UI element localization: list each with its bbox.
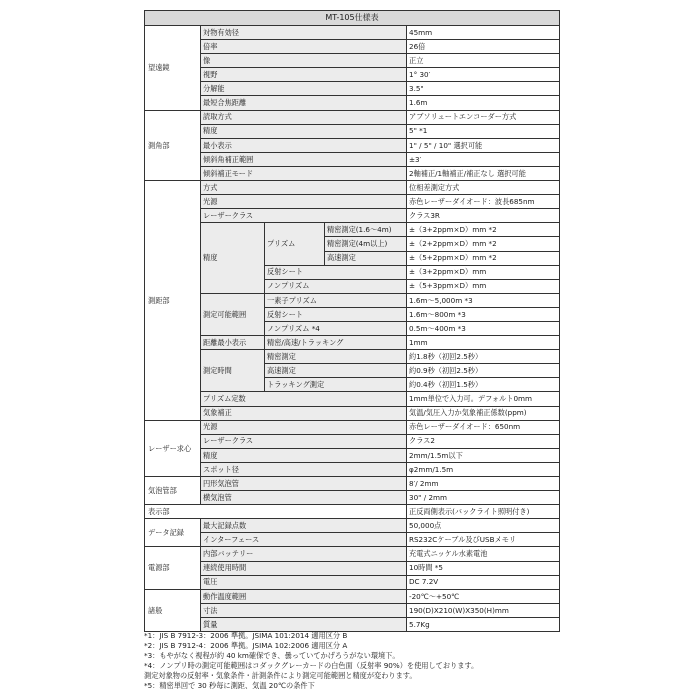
label-tilt-mode: 傾斜補正モード	[201, 166, 407, 180]
value-continuous-use: 10時間 *5	[407, 561, 560, 575]
label-time-precise: 精密測定	[265, 350, 407, 364]
value-plummet-class: クラス2	[407, 434, 560, 448]
label-resolution: 分解能	[201, 82, 407, 96]
value-tilt-mode: 2軸補正/1軸補正/補正なし 選択可能	[407, 166, 560, 180]
category-power: 電源部	[145, 547, 201, 589]
value-plate-bubble: 30" / 2mm	[407, 491, 560, 505]
value-angle-accuracy: 5" *1	[407, 124, 560, 138]
value-prism-constant: 1mm単位で入力可。デフォルト0mm	[407, 392, 560, 406]
category-data-record: データ記録	[145, 519, 201, 547]
label-reflective-sheet: 反射シート	[265, 265, 407, 279]
label-circular-bubble: 円形気泡管	[201, 477, 407, 491]
label-plummet-accuracy: 精度	[201, 448, 407, 462]
label-time-tracking: トラッキング測定	[265, 378, 407, 392]
footnote: *4：ノンプリ時の測定可能範囲はコダックグレーカードの白色面（反射率 90%）を使用しております。	[144, 661, 479, 670]
value-display: 正反両側表示(バックライト照明付き)	[407, 505, 560, 519]
value-dimensions: 190(D)X210(W)X350(H)mm	[407, 603, 560, 617]
label-battery: 内部バッテリー	[201, 547, 407, 561]
value-image: 正立	[407, 54, 560, 68]
label-prism: プリズム	[265, 223, 325, 265]
value-objective: 45mm	[407, 26, 560, 40]
label-measure-time: 測定時間	[201, 350, 265, 392]
footnote: *2：JIS B 7912-4：2006 準拠。JSIMA 102:2006 適用区分 A	[144, 641, 348, 650]
label-max-records: 最大記録点数	[201, 519, 407, 533]
footnotes	[144, 631, 584, 691]
category-laser-plummet: レーザー求心	[145, 420, 201, 476]
value-distance-min-display: 1mm	[407, 336, 560, 350]
value-time-tracking: 約0.4秒（初回1.5秒）	[407, 378, 560, 392]
footnote: *3：もやがなく視程が約 40 km確保でき、曇っていてかげろうがない環境下。	[144, 651, 400, 660]
label-distance-modes: 精密/高速/トラッキング	[265, 336, 407, 350]
value-method: 位相差測定方式	[407, 181, 560, 195]
label-method: 方式	[201, 181, 407, 195]
label-interface: インターフェース	[201, 533, 407, 547]
label-operating-temp: 動作温度範囲	[201, 589, 407, 603]
category-display: 表示部	[145, 505, 407, 519]
value-laser-class: クラス3R	[407, 209, 560, 223]
label-plate-bubble: 横気泡管	[201, 491, 407, 505]
value-min-focus: 1.6m	[407, 96, 560, 110]
label-distance-min-display: 距離最小表示	[201, 336, 265, 350]
category-telescope: 望遠鏡	[145, 26, 201, 111]
label-min-display: 最小表示	[201, 138, 407, 152]
category-distance: 測距部	[145, 181, 201, 421]
value-min-display: 1" / 5" / 10" 選択可能	[407, 138, 560, 152]
footnote: 測定対象物の反射率・気象条件・計測条件により測定可能範囲と精度が変わります。	[144, 671, 417, 680]
label-fast: 高速測定	[325, 251, 407, 265]
category-angle: 測角部	[145, 110, 201, 180]
label-atmospheric-correction: 気象補正	[201, 406, 407, 420]
value-weight: 5.7Kg	[407, 617, 560, 631]
label-magnification: 倍率	[201, 40, 407, 54]
label-voltage: 電圧	[201, 575, 407, 589]
label-plummet-class: レーザークラス	[201, 434, 407, 448]
label-time-fast: 高速測定	[265, 364, 407, 378]
label-distance-accuracy: 精度	[201, 223, 265, 293]
category-bubble: 気泡管部	[145, 477, 201, 505]
value-resolution: 3.5"	[407, 82, 560, 96]
value-atmospheric-correction: 気温/気圧入力か気象補正係数(ppm)	[407, 406, 560, 420]
value-plummet-source: 赤色レーザーダイオード：650nm	[407, 420, 560, 434]
footnote: *1：JIS B 7912-3：2006 準拠。JSIMA 101:2014 適用区分 B	[144, 631, 348, 640]
value-interface: RS232Cケーブル及びUSBメモリ	[407, 533, 560, 547]
footnote: *5：精密単回で 30 秒毎に測距、気温 20℃の条件下	[144, 681, 315, 690]
spec-sheet	[144, 10, 559, 632]
value-precise-long: ±（2+2ppm×D）mm *2	[407, 237, 560, 251]
value-tilt-range: ±3′	[407, 152, 560, 166]
label-plummet-source: 光源	[201, 420, 407, 434]
label-prism-constant: プリズム定数	[201, 392, 407, 406]
value-circular-bubble: 8′/ 2mm	[407, 477, 560, 491]
label-precise-short: 精密測定(1.6〜4m)	[325, 223, 407, 237]
value-fast: ±（5+2ppm×D）mm *2	[407, 251, 560, 265]
label-continuous-use: 連続使用時間	[201, 561, 407, 575]
value-non-prism: ±（5+3ppm×D）mm	[407, 279, 560, 293]
value-magnification: 26倍	[407, 40, 560, 54]
label-single-prism: 一素子プリズム	[265, 293, 407, 307]
label-min-focus: 最短合焦距離	[201, 96, 407, 110]
value-single-prism: 1.6m〜5,000m *3	[407, 293, 560, 307]
value-reading-method: アブソリュートエンコーダー方式	[407, 110, 560, 124]
value-range-non-prism: 0.5m〜400m *3	[407, 321, 560, 335]
value-range-sheet: 1.6m〜800m *3	[407, 307, 560, 321]
label-angle-accuracy: 精度	[201, 124, 407, 138]
label-spot-diameter: スポット径	[201, 462, 407, 476]
value-field-of-view: 1° 30′	[407, 68, 560, 82]
label-measurable-range: 測定可能範囲	[201, 293, 265, 335]
value-light-source: 赤色レーザーダイオード：波長685nm	[407, 195, 560, 209]
label-light-source: 光源	[201, 195, 407, 209]
value-operating-temp: -20℃〜+50℃	[407, 589, 560, 603]
spec-table	[144, 10, 560, 632]
value-time-fast: 約0.9秒（初回2.5秒）	[407, 364, 560, 378]
label-dimensions: 寸法	[201, 603, 407, 617]
value-voltage: DC 7.2V	[407, 575, 560, 589]
label-tilt-range: 傾斜角補正範囲	[201, 152, 407, 166]
label-range-non-prism: ノンプリズム *4	[265, 321, 407, 335]
category-general: 諸般	[145, 589, 201, 631]
table-title: MT-105仕様表	[145, 11, 560, 26]
value-max-records: 50,000点	[407, 519, 560, 533]
value-time-precise: 約1.8秒（初回2.5秒）	[407, 350, 560, 364]
value-precise-short: ±（3+2ppm×D）mm *2	[407, 223, 560, 237]
value-spot-diameter: φ2mm/1.5m	[407, 462, 560, 476]
value-reflective-sheet: ±（3+2ppm×D）mm	[407, 265, 560, 279]
label-laser-class: レーザークラス	[201, 209, 407, 223]
label-objective: 対物有効径	[201, 26, 407, 40]
value-plummet-accuracy: 2mm/1.5m以下	[407, 448, 560, 462]
label-image: 像	[201, 54, 407, 68]
label-field-of-view: 視野	[201, 68, 407, 82]
label-non-prism: ノンプリズム	[265, 279, 407, 293]
label-precise-long: 精密測定(4m以上)	[325, 237, 407, 251]
label-range-sheet: 反射シート	[265, 307, 407, 321]
value-battery: 充電式ニッケル水素電池	[407, 547, 560, 561]
label-reading-method: 読取方式	[201, 110, 407, 124]
label-weight: 質量	[201, 617, 407, 631]
